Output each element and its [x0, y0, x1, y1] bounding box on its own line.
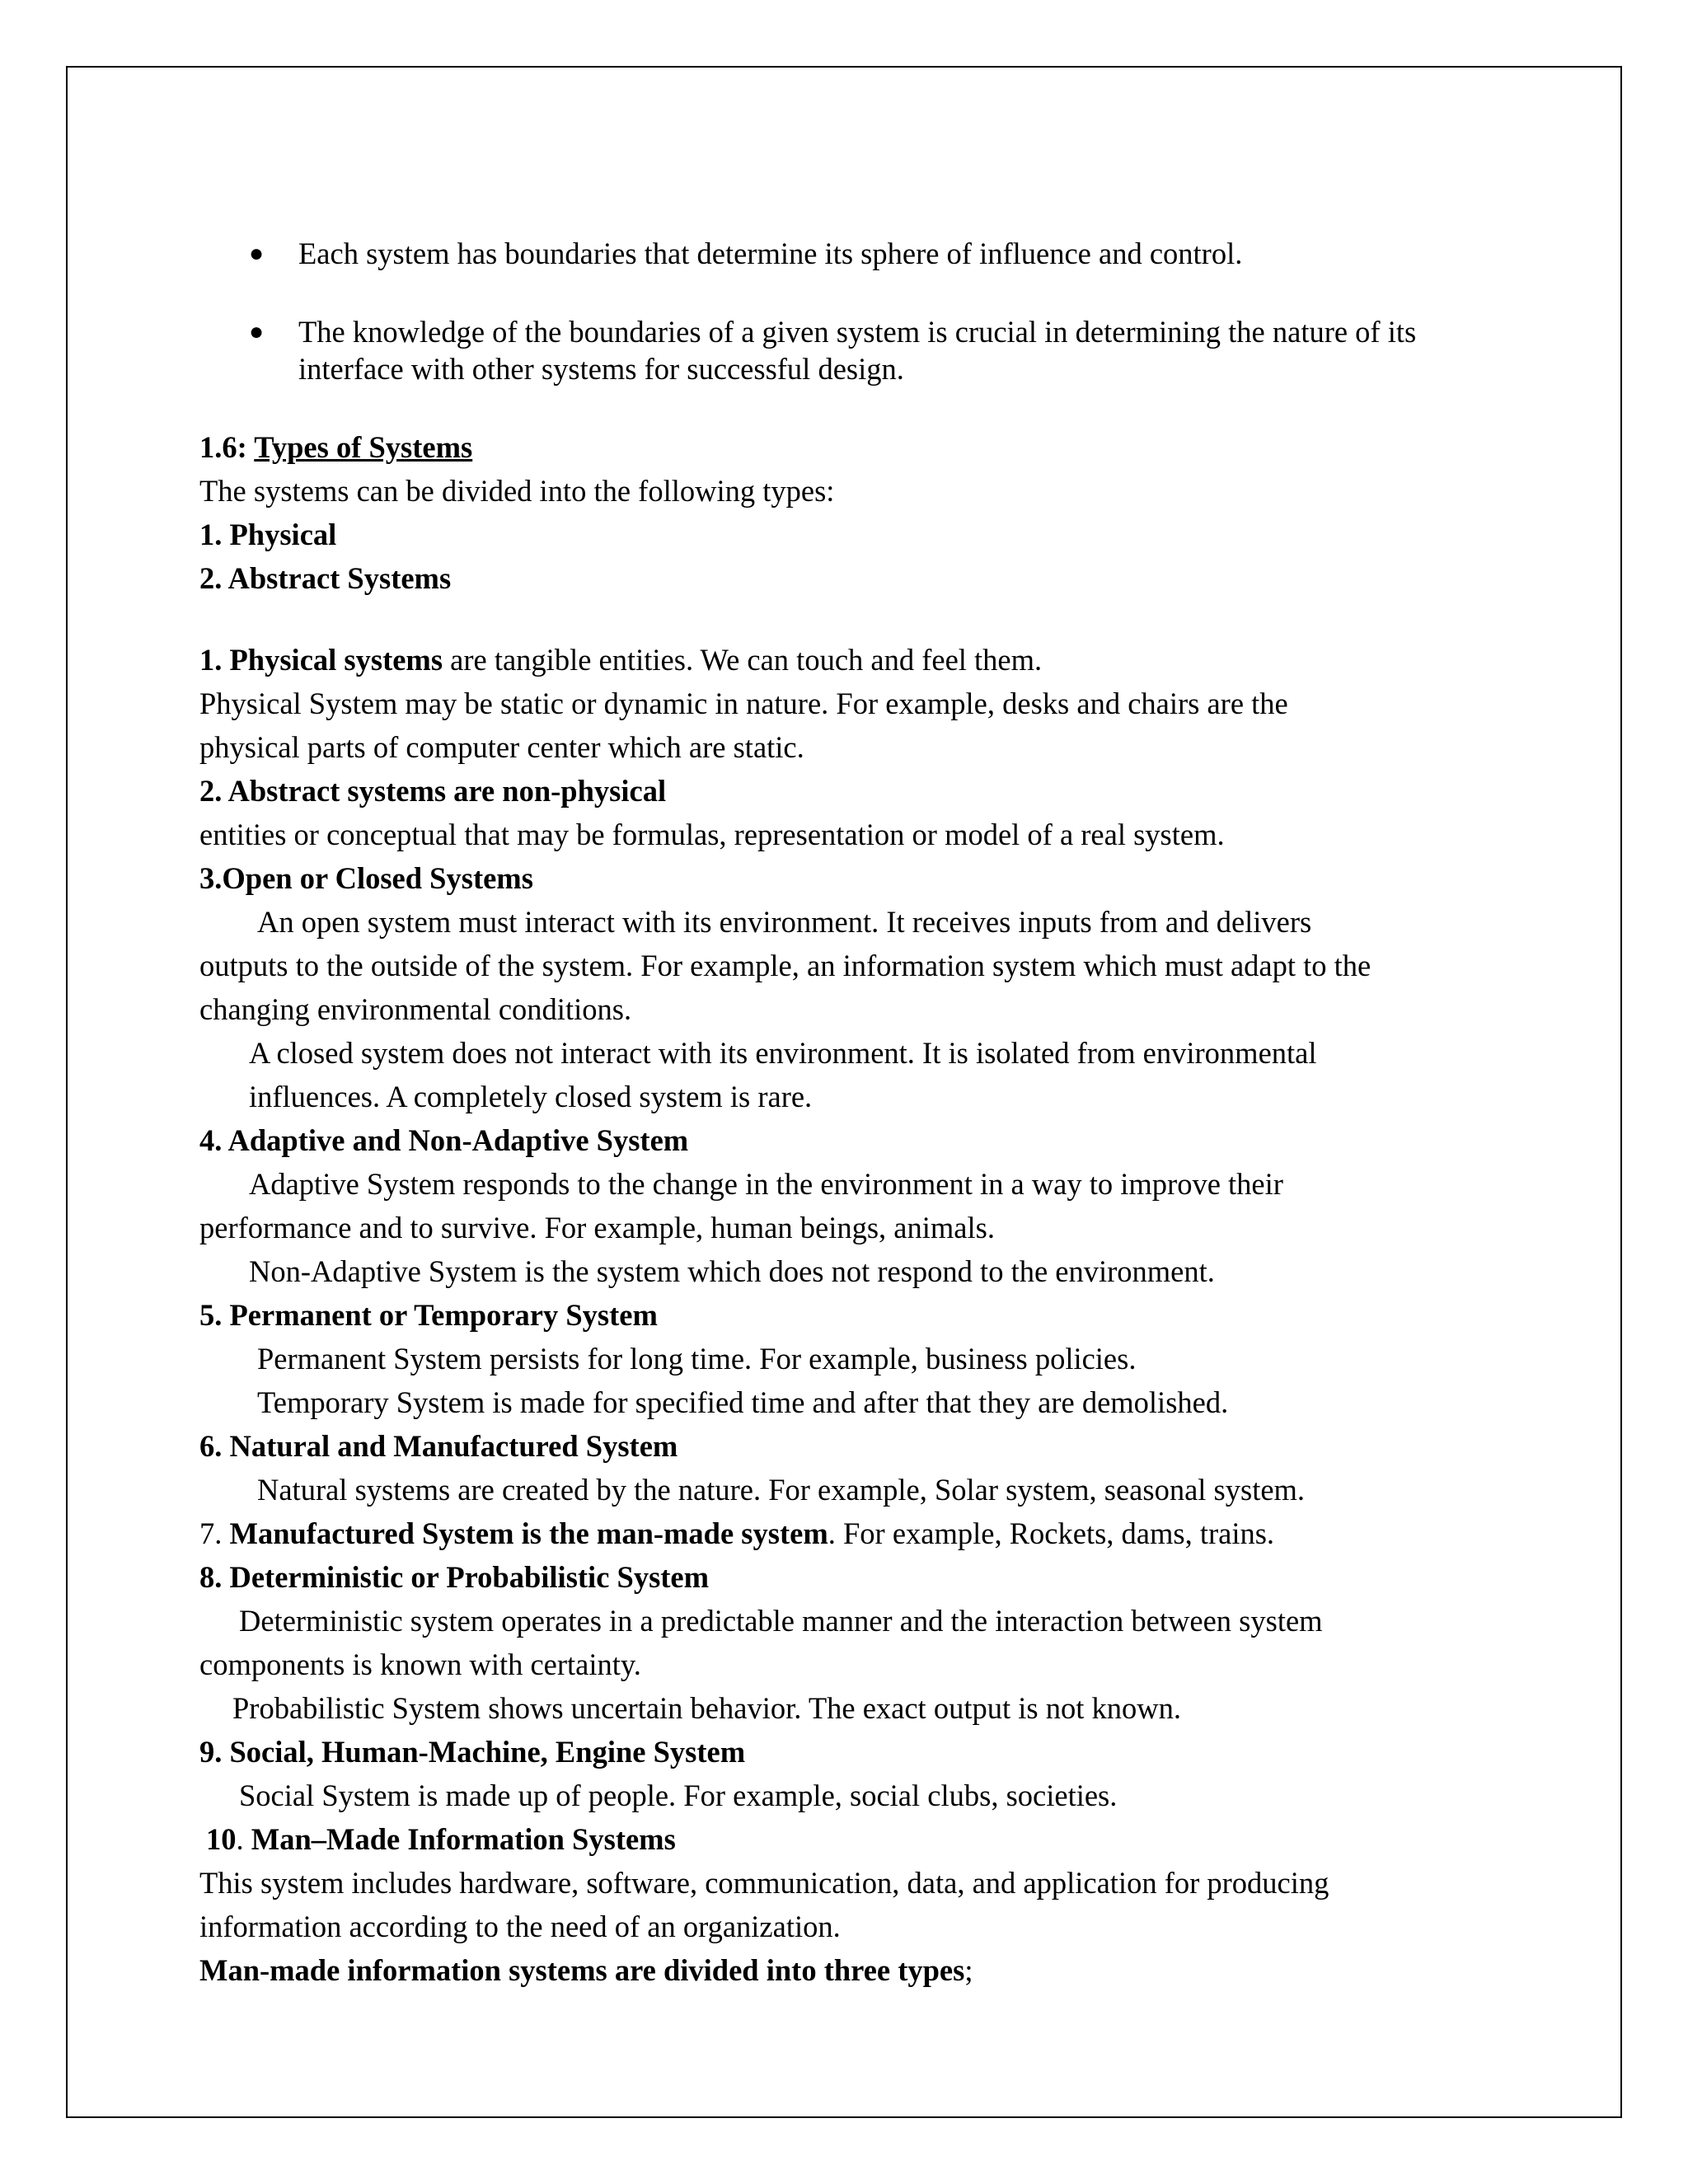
- document-body: [199, 235, 1518, 1992]
- type-item: 1. Physical: [199, 518, 337, 551]
- paragraph-text: Adaptive System responds to the change in the environment in a way to improve their: [249, 1167, 1283, 1201]
- paragraph-text: Physical System may be static or dynamic in nature. For example, desks and chairs are the: [199, 687, 1288, 720]
- physical-systems-block: [199, 638, 1518, 769]
- manmade-is-block: [199, 1817, 1518, 1992]
- paragraph-text: Social System is made up of people. For example, social clubs, societies.: [239, 1779, 1118, 1812]
- subsection-heading: Man–Made Information Systems: [251, 1822, 676, 1856]
- paragraph-text: components is known with certainty.: [199, 1647, 641, 1681]
- paragraph-text: influences. A completely closed system is rare.: [249, 1080, 813, 1113]
- abstract-systems-block: [199, 769, 1518, 856]
- subsection-heading: 2. Abstract systems are non-physical: [199, 774, 667, 808]
- paragraph-text: entities or conceptual that may be formulas, representation or model of a real system.: [199, 818, 1225, 851]
- subsection-heading: 3.Open or Closed Systems: [199, 861, 533, 895]
- paragraph-text: An open system must interact with its environment. It receives inputs from and delivers: [257, 905, 1312, 939]
- closing-punctuation: ;: [964, 1953, 973, 1987]
- paragraph-text: are tangible entities. We can touch and feel them.: [443, 643, 1043, 677]
- bullet-icon: ●: [249, 318, 265, 345]
- paragraph-text: changing environmental conditions.: [199, 992, 632, 1026]
- section-number: 1.6:: [199, 430, 255, 464]
- deterministic-block: [199, 1555, 1518, 1730]
- natural-block: [199, 1424, 1518, 1511]
- paragraph-text: A closed system does not interact with its environment. It is isolated from environmental: [249, 1036, 1317, 1070]
- subsection-heading: 6. Natural and Manufactured System: [199, 1429, 678, 1463]
- type-item: 2. Abstract Systems: [199, 561, 452, 595]
- bullet-item: [199, 235, 1518, 272]
- list-number: 7.: [199, 1516, 230, 1550]
- section-title: Types of Systems: [254, 430, 473, 464]
- bullet-text: Each system has boundaries that determine its sphere of influence and control.: [298, 237, 1243, 270]
- adaptive-block: [199, 1118, 1518, 1293]
- paragraph-text: Permanent System persists for long time. For example, business policies.: [257, 1342, 1137, 1376]
- permanent-block: [199, 1293, 1518, 1424]
- section-intro: The systems can be divided into the following types:: [199, 474, 835, 508]
- paragraph-text: information according to the need of an organization.: [199, 1910, 841, 1943]
- section-heading: [199, 425, 1518, 600]
- closing-statement: Man-made information systems are divided into three types: [199, 1953, 965, 1987]
- spacer: [199, 600, 1518, 638]
- paragraph-text: performance and to survive. For example, human beings, animals.: [199, 1211, 995, 1244]
- subsection-heading: 4. Adaptive and Non-Adaptive System: [199, 1123, 689, 1157]
- paragraph-text: . For example, Rockets, dams, trains.: [828, 1516, 1275, 1550]
- subsection-heading: 9. Social, Human-Machine, Engine System: [199, 1735, 746, 1769]
- subsection-heading: 5. Permanent or Temporary System: [199, 1298, 658, 1332]
- open-closed-block: [199, 856, 1518, 1118]
- paragraph-text: Deterministic system operates in a predictable manner and the interaction between system: [239, 1604, 1323, 1638]
- paragraph-text: outputs to the outside of the system. For example, an information system which must adapt to the: [199, 949, 1372, 982]
- list-number: 10: [206, 1822, 237, 1856]
- paragraph-text: Non-Adaptive System is the system which does not respond to the environment.: [249, 1254, 1215, 1288]
- boundary-bullets: [199, 235, 1518, 387]
- manufactured-block: [199, 1511, 1518, 1555]
- bullet-item: [199, 313, 1518, 387]
- bullet-icon: ●: [249, 240, 265, 267]
- paragraph-text: Probabilistic System shows uncertain behavior. The exact output is not known.: [232, 1691, 1181, 1725]
- paragraph-text: physical parts of computer center which are static.: [199, 730, 804, 764]
- list-dot: .: [236, 1822, 251, 1856]
- paragraph-text: This system includes hardware, software, communication, data, and application for producing: [199, 1866, 1329, 1900]
- paragraph-text: Temporary System is made for specified time and after that they are demolished.: [257, 1385, 1229, 1419]
- paragraph-text: Natural systems are created by the nature. For example, Solar system, seasonal system.: [257, 1473, 1306, 1507]
- subsection-heading: 8. Deterministic or Probabilistic System: [199, 1560, 710, 1594]
- subsection-heading: Manufactured System is the man-made system: [229, 1516, 828, 1550]
- subsection-heading: 1. Physical systems: [199, 643, 443, 677]
- social-block: [199, 1730, 1518, 1817]
- bullet-text: The knowledge of the boundaries of a given system is crucial in determining the nature of its interface with other systems for successful design.: [298, 315, 1417, 386]
